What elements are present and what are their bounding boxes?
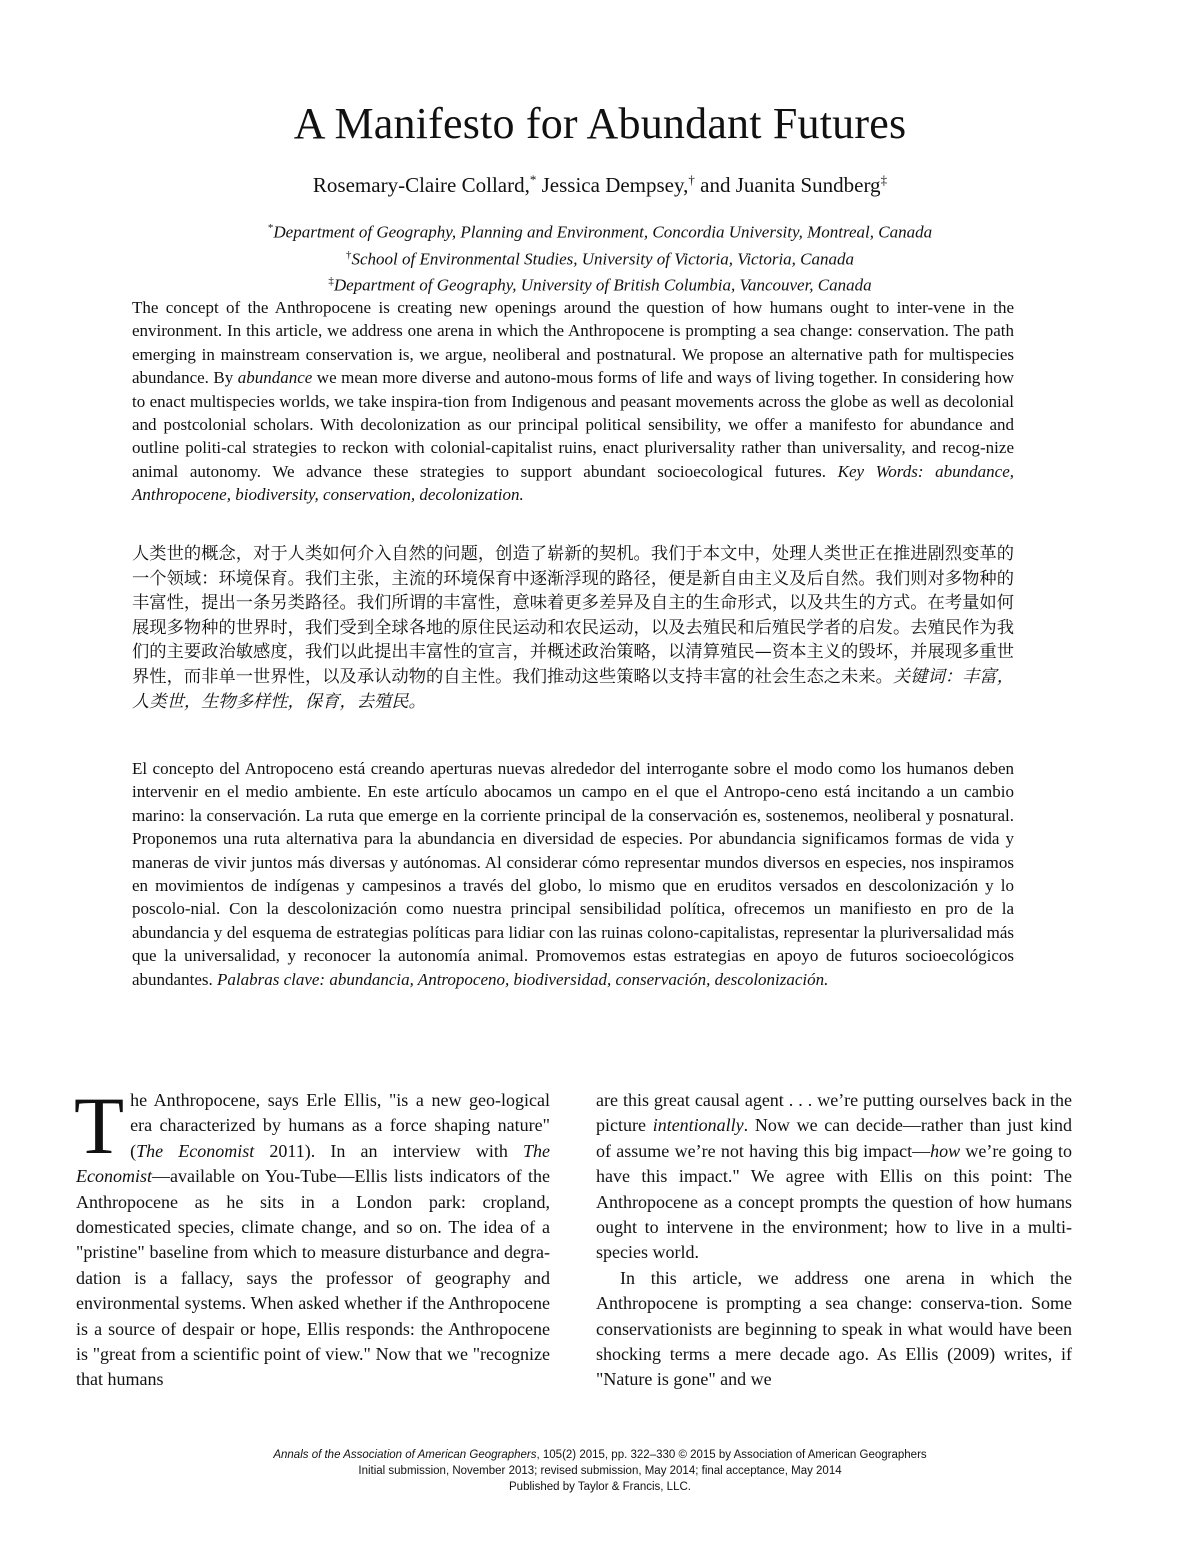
abstract-en-text-2: we mean more diverse and autono-mous forms of life and ways of living together. In considering how to enact multispecies worlds, we take inspira-tion from Indigenous and peasant movements across the globe as well as decolonial and postcolonial scholars. With decolonization as our principal political sensibility, we offer a manifesto for abundance and outline politi-cal strategies to reckon with colonial-capitalist ruins, enact pluriversality rather than universality, and recog-nize animal autonomy. We advance these strategies to support abundant socioecological futures. — [132, 368, 1014, 481]
abstract-en-text-1: The concept of the Anthropocene is creating new openings around the question of how humans ought to inter-vene in the environment. In this article, we address one arena in which the Anthropocene is prompting a sea change: conservation. The path emerging in mainstream conservation is, we argue, neoliberal and postnatural. We propose an alternative path for multispecies abundance. By — [132, 298, 1014, 388]
footer-citation — [0, 1447, 1200, 1463]
affiliation-mark-2: † — [345, 248, 352, 261]
abstract-zh-keywords: 关键词：丰富，人类世，生物多样性，保育，去殖民。 — [132, 666, 1014, 712]
abstract-es-keywords: Palabras clave: abundancia, Antropoceno, biodiversidad, conservación, descolonización. — [216, 969, 829, 989]
author-dempsey: Jessica Dempsey, — [541, 173, 689, 197]
body-left-text-1: he Anthropocene, says Erle Ellis, "is a new geo-logical era characterized by humans as a force shaping nature" ( — [130, 1090, 550, 1161]
body-left-emphasis-1: The Economist — [136, 1140, 255, 1161]
footer-publisher: Published by Taylor & Francis, LLC. — [509, 1481, 691, 1493]
abstract-en-keywords-label: Key Words: — [837, 461, 924, 481]
affiliations — [0, 217, 1200, 297]
body-right-text-2: . Now we can decide—rather than just kind of assume we’re not having this big impact— — [596, 1115, 1072, 1161]
body-left-emphasis-2: The Economist — [76, 1140, 550, 1187]
abstract-spanish — [132, 757, 1014, 991]
author-list — [0, 172, 1200, 198]
body-left-text-2: 2011). In an interview with — [254, 1140, 523, 1161]
footer-journal-name: Annals of the Association of American Geographers — [273, 1449, 537, 1461]
affiliation-text-1: Department of Geography, Planning and Environment, Concordia University, Montreal, Canada — [273, 222, 933, 242]
footer-submission: Initial submission, November 2013; revised submission, May 2014; final acceptance, May 2014 — [358, 1465, 842, 1477]
affiliation-mark-3: ‡ — [328, 275, 334, 288]
author-mark-1: * — [529, 172, 537, 187]
author-collard: Rosemary-Claire Collard, — [312, 173, 530, 197]
body-right-text-1: are this great causal agent . . . we’re putting ourselves back in the picture — [596, 1090, 1072, 1136]
body-paragraph-2: In this article, we address one arena in which the Anthropocene is prompting a sea change: conserva-tion. Some conservationists are beginning to speak in what would have been shocking terms a mere decade ago. As Ellis (2009) writes, if "Nature is gone" and we — [596, 1267, 1072, 1390]
body-column-left — [74, 1080, 550, 1393]
body-right-text-3: we’re going to have this impact." We agree with Ellis on this point: The Anthropocene as a concept prompts the question of how humans ought to intervene in the environment; how to live in a multi-species world. — [596, 1140, 1073, 1263]
article-title: A Manifesto for Abundant Futures — [293, 99, 907, 148]
affiliation-mark-1: * — [267, 222, 274, 234]
body-right-emphasis-2: how — [930, 1140, 961, 1161]
drop-cap: T — [74, 1080, 125, 1171]
abstract-chinese — [132, 542, 1014, 714]
body-paragraph-continued — [596, 1088, 1072, 1266]
author-mark-2: † — [688, 172, 695, 187]
body-right-emphasis-1: intentionally — [652, 1115, 744, 1136]
page-footer — [0, 1447, 1200, 1495]
affiliation-text-3: Department of Geography, University of British Columbia, Vancouver, Canada — [333, 275, 872, 295]
affiliation-2 — [0, 244, 1200, 271]
abstract-es-text: El concepto del Antropoceno está creando aperturas nuevas alrededor del interrogante sobre el modo como los humanos deben intervenir en el medio ambiente. En este artículo abocamos un campo en el que el Antropo-ceno está incitando a un cambio marino: la conservación. La ruta que emerge en la corriente principal de la conservación es, sostenemos, neoliberal y posnatural. Proponemos una ruta alternativa para la abundancia en diversidad de especies. Por abundancia significamos formas de vida y maneras de vivir juntos más diversas y autónomas. Al considerar cómo representar mundos diversos en especies, nos inspiramos en movimientos de indígenas y campesinos a través del globo, lo mismo que en eruditos versados en descolonización y lo poscolo-nial. Con la descolonización como nuestra principal sensibilidad política, ofrecemos un manifiesto en pro de la abundancia y del esquema de estrategias políticas para lidiar con las ruinas colono-capitalistas, representar la pluriversalidad más que la universalidad, y reconocer la autonomía animal. Promovemos estas estrategias en apoyo de futuros socioecológicos abundantes. — [132, 759, 1014, 989]
affiliation-3 — [0, 270, 1200, 297]
body-paragraph-1 — [74, 1080, 550, 1393]
author-mark-3: ‡ — [880, 172, 888, 187]
abstract-zh-text: 人类世的概念，对于人类如何介入自然的问题，创造了崭新的契机。我们于本文中，处理人类世正在推进剧烈变革的一个领域：环境保育。我们主张，主流的环境保育中逐渐浮现的路径，便是新自由主义及后自然。我们则对多物种的丰富性，提出一条另类路径。我们所谓的丰富性，意味着更多差异及自主的生命形式，以及共生的方式。在考量如何展现多物种的世界时，我们受到全球各地的原住民运动和农民运动，以及去殖民和后殖民学者的启发。去殖民作为我们的主要政治敏感度，我们以此提出丰富性的宣言，并概述政治策略，以清算殖民—资本主义的毁坏，并展现多重世界性，而非单一世界性，以及承认动物的自主性。我们推动这些策略以支持丰富的社会生态之未来。 — [132, 544, 1014, 687]
footer-citation-text: , 105(2) 2015, pp. 322–330 © 2015 by Association of American Geographers — [536, 1449, 927, 1461]
body-left-text-3: —available on You-Tube—Ellis lists indicators of the Anthropocene as he sits in a London park: cropland, domesticated species, climate change, and so on. The idea of a "pristine" baseline from which to measure disturbance and degra-dation is a fallacy, says the professor of geography and environmental systems. When asked whether if the Anthropocene is a source of despair or hope, Ellis responds: the Anthropocene is "great from a scientific point of view." Now that we "recognize that humans — [76, 1166, 550, 1390]
affiliation-text-2: School of Environmental Studies, University of Victoria, Victoria, Canada — [351, 249, 855, 269]
author-sundberg: and Juanita Sundberg — [700, 173, 881, 197]
body-column-right — [596, 1088, 1072, 1393]
abstract-english — [132, 296, 1014, 507]
abstract-en-keywords: abundance, Anthropocene, biodiversity, conservation, decolonization. — [132, 461, 1015, 505]
abstract-en-emphasis: abundance — [237, 368, 313, 388]
affiliation-1 — [0, 217, 1200, 244]
